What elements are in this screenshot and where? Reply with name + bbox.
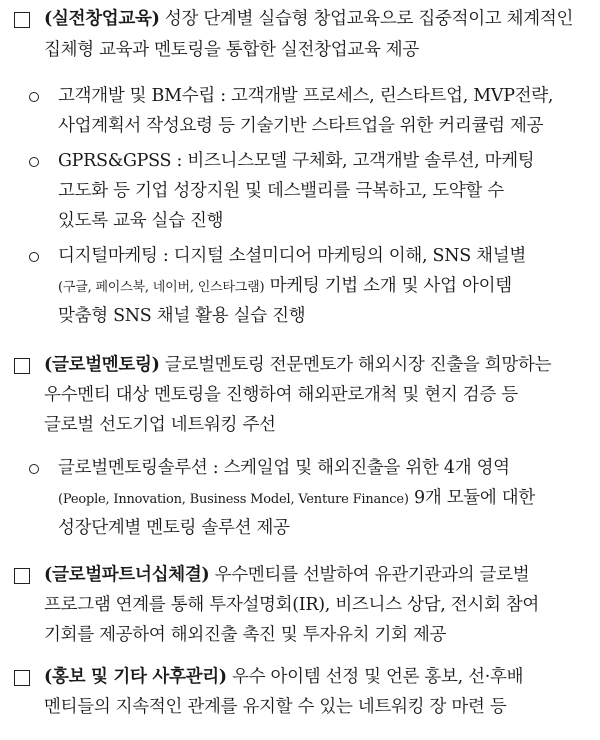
section-3-line-3: 기회를 제공하여 해외진출 촉진 및 투자유치 기회 제공 — [44, 625, 447, 645]
section-2-line-3: 글로벌 선도기업 네트워킹 주선 — [44, 415, 276, 435]
section-2-line-1: (글로벌멘토링) 글로벌멘토링 전문멘토가 해외시장 진출을 희망하는 — [44, 355, 552, 375]
bullet-2-line-3: 있도록 교육 실습 진행 — [58, 211, 224, 231]
circle-bullet-icon — [29, 252, 39, 262]
section-1-title: (실전창업교육) — [44, 9, 160, 29]
section-2-line-2: 우수멘티 대상 멘토링을 진행하여 해외판로개척 및 현지 검증 등 — [44, 385, 518, 405]
bullet-4-line-3: 성장단계별 멘토링 솔루션 제공 — [58, 518, 290, 538]
bullet-2-line-1: GPRS&GPSS : 비즈니스모델 구체화, 고객개발 솔루션, 마케팅 — [58, 151, 535, 171]
section-4-title: (홍보 및 기타 사후관리) — [44, 667, 227, 687]
bullet-3-line-1: 디지털마케팅 : 디지털 소셜미디어 마케팅의 이해, SNS 채널별 — [58, 246, 527, 266]
circle-bullet-icon — [29, 464, 39, 474]
section-3-line-2: 프로그램 연계를 통해 투자설명회(IR), 비즈니스 상담, 전시회 참여 — [44, 595, 540, 615]
circle-bullet-icon — [29, 157, 39, 167]
bullet-2-line-2: 고도화 등 기업 성장지원 및 데스밸리를 극복하고, 도약할 수 — [58, 181, 504, 201]
bullet-1-line-2: 사업계획서 작성요령 등 기술기반 스타트업을 위한 커리큘럼 제공 — [58, 116, 544, 136]
checkbox-square-icon — [14, 12, 30, 28]
bullet-4-line-1: 글로벌멘토링솔루션 : 스케일업 및 해외진출을 위한 4개 영역 — [58, 458, 510, 478]
section-1-line-1: (실전창업교육) 성장 단계별 실습형 창업교육으로 집중적이고 체계적인 — [44, 9, 574, 29]
checkbox-square-icon — [14, 670, 30, 686]
section-4-line-1: (홍보 및 기타 사후관리) 우수 아이템 선정 및 언론 홍보, 선·후배 — [44, 667, 524, 687]
section-2-title: (글로벌멘토링) — [44, 355, 160, 375]
checkbox-square-icon — [14, 358, 30, 374]
section-1-line-2: 집체형 교육과 멘토링을 통합한 실전창업교육 제공 — [44, 40, 420, 60]
section-3-title: (글로벌파트너십체결) — [44, 565, 210, 585]
bullet-3-line-2: (구글, 페이스북, 네이버, 인스타그램) 마케팅 기법 소개 및 사업 아이템 — [58, 276, 512, 296]
checkbox-square-icon — [14, 568, 30, 584]
circle-bullet-icon — [29, 92, 39, 102]
section-3-line-1: (글로벌파트너십체결) 우수멘티를 선발하여 유관기관과의 글로벌 — [44, 565, 530, 585]
bullet-3-line-3: 맞춤형 SNS 채널 활용 실습 진행 — [58, 306, 306, 326]
bullet-1-line-1: 고객개발 및 BM수립 : 고객개발 프로세스, 린스타트업, MVP전략, — [58, 86, 554, 106]
bullet-4-line-2: (People, Innovation, Business Model, Venture Finance) 9개 모듈에 대한 — [58, 488, 535, 508]
section-4-line-2: 멘티들의 지속적인 관계를 유지할 수 있는 네트워킹 장 마련 등 — [44, 697, 507, 717]
